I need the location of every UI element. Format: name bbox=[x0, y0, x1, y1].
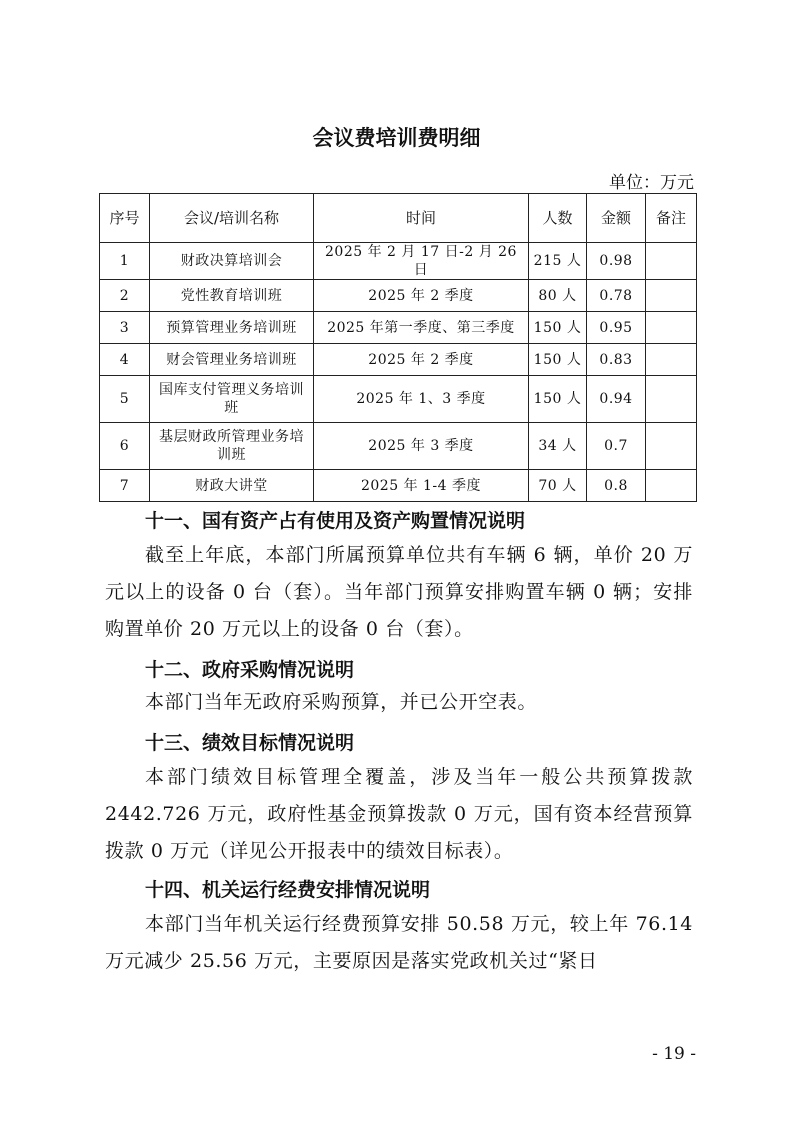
table-row bbox=[100, 376, 697, 423]
cell-people: 34 人 bbox=[529, 423, 587, 470]
header-name: 会议/培训名称 bbox=[150, 194, 314, 243]
cell-time: 2025 年 2 季度 bbox=[314, 280, 529, 312]
section-body-operating-costs: 本部门当年机关运行经费预算安排 50.58 万元，较上年 76.14 万元减少 25.56 万元，主要原因是落实党政机关过“紧日 bbox=[105, 913, 693, 972]
table-row bbox=[100, 243, 697, 280]
cell-note bbox=[646, 243, 697, 280]
cell-name: 预算管理业务培训班 bbox=[150, 312, 314, 344]
cell-name: 财政大讲堂 bbox=[150, 470, 314, 502]
cell-no: 1 bbox=[100, 243, 150, 280]
header-time: 时间 bbox=[314, 194, 529, 243]
section-body-performance: 本部门绩效目标管理全覆盖，涉及当年一般公共预算拨款 2442.726 万元，政府性基金预算拨款 0 万元，国有资本经营预算拨款 0 万元（详见公开报表中的绩效目标表）。 bbox=[105, 766, 693, 862]
table-row bbox=[100, 312, 697, 344]
cell-name: 基层财政所管理业务培训班 bbox=[150, 423, 314, 470]
cell-note bbox=[646, 423, 697, 470]
cell-people: 150 人 bbox=[529, 312, 587, 344]
header-note: 备注 bbox=[646, 194, 697, 243]
page-number: - 19 - bbox=[652, 1044, 696, 1064]
cell-amount: 0.8 bbox=[587, 470, 646, 502]
table-header-row bbox=[100, 194, 697, 243]
cell-no: 7 bbox=[100, 470, 150, 502]
header-people: 人数 bbox=[529, 194, 587, 243]
cell-amount: 0.95 bbox=[587, 312, 646, 344]
cell-no: 5 bbox=[100, 376, 150, 423]
section-heading-procurement: 十二、政府采购情况说明 bbox=[145, 659, 355, 681]
cell-note bbox=[646, 376, 697, 423]
cell-no: 4 bbox=[100, 344, 150, 376]
cell-amount: 0.78 bbox=[587, 280, 646, 312]
cell-no: 6 bbox=[100, 423, 150, 470]
section-heading-performance: 十三、绩效目标情况说明 bbox=[145, 732, 355, 754]
cell-people: 80 人 bbox=[529, 280, 587, 312]
table-row bbox=[100, 423, 697, 470]
cell-name: 党性教育培训班 bbox=[150, 280, 314, 312]
header-no: 序号 bbox=[100, 194, 150, 243]
table-row bbox=[100, 470, 697, 502]
cell-name: 财会管理业务培训班 bbox=[150, 344, 314, 376]
expense-table bbox=[99, 193, 697, 502]
section-heading-assets: 十一、国有资产占有使用及资产购置情况说明 bbox=[145, 510, 526, 532]
cell-note bbox=[646, 312, 697, 344]
cell-note bbox=[646, 344, 697, 376]
cell-name: 国库支付管理义务培训班 bbox=[150, 376, 314, 423]
cell-time: 2025 年第一季度、第三季度 bbox=[314, 312, 529, 344]
page-title: 会议费培训费明细 bbox=[312, 126, 481, 150]
cell-no: 3 bbox=[100, 312, 150, 344]
cell-people: 70 人 bbox=[529, 470, 587, 502]
cell-time: 2025 年 1-4 季度 bbox=[314, 470, 529, 502]
cell-time: 2025 年 2 月 17 日-2 月 26 日 bbox=[314, 243, 529, 280]
table-row bbox=[100, 344, 697, 376]
cell-time: 2025 年 2 季度 bbox=[314, 344, 529, 376]
cell-time: 2025 年 1、3 季度 bbox=[314, 376, 529, 423]
table-row bbox=[100, 280, 697, 312]
cell-note bbox=[646, 470, 697, 502]
cell-time: 2025 年 3 季度 bbox=[314, 423, 529, 470]
section-heading-operating-costs: 十四、机关运行经费安排情况说明 bbox=[145, 879, 431, 901]
cell-amount: 0.94 bbox=[587, 376, 646, 423]
cell-people: 215 人 bbox=[529, 243, 587, 280]
cell-amount: 0.7 bbox=[587, 423, 646, 470]
cell-people: 150 人 bbox=[529, 376, 587, 423]
unit-label: 单位：万元 bbox=[609, 173, 694, 193]
header-amount: 金额 bbox=[587, 194, 646, 243]
section-body-procurement: 本部门当年无政府采购预算，并已公开空表。 bbox=[145, 691, 538, 713]
cell-note bbox=[646, 280, 697, 312]
cell-amount: 0.98 bbox=[587, 243, 646, 280]
cell-name: 财政决算培训会 bbox=[150, 243, 314, 280]
section-body-assets: 截至上年底，本部门所属预算单位共有车辆 6 辆，单价 20 万元以上的设备 0 台（套）。当年部门预算安排购置车辆 0 辆；安排购置单价 20 万元以上的设备 0 台（套）。 bbox=[105, 544, 693, 640]
cell-people: 150 人 bbox=[529, 344, 587, 376]
cell-no: 2 bbox=[100, 280, 150, 312]
cell-amount: 0.83 bbox=[587, 344, 646, 376]
